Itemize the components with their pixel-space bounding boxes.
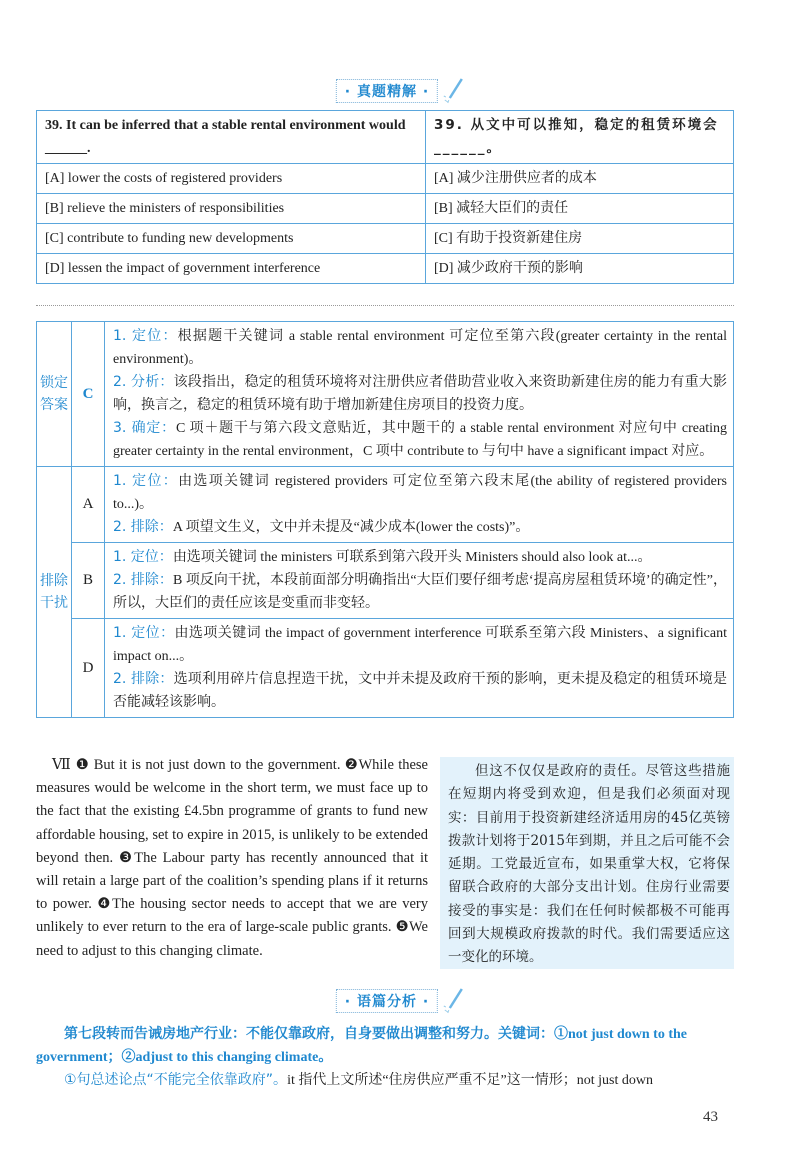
sentence-number: ❸: [118, 849, 135, 866]
distractor-row: [37, 619, 734, 718]
answer-label: 锁定答案: [37, 322, 72, 467]
heading-label: · 语篇分析 ·: [336, 989, 438, 1013]
discourse-point: ①句总述论点“不能完全依靠政府”。it 指代上文所述“住房供应严重不足”这一情形；not just down: [64, 1072, 653, 1088]
option-en: [A] lower the costs of registered providers: [37, 164, 426, 194]
analysis-table: [36, 321, 734, 718]
sentence: But it is not just down to the government.: [89, 757, 345, 773]
passage-paragraph: [36, 754, 428, 963]
answer-point: 3. 确定：C 项＋题干与第六段文意贴近，其中题干的 a stable rental environment 对应句中 creating greater certainty in the rental environment，C 项中 contribute to 与句中 have a significant impact 对应。: [113, 420, 727, 459]
answer-point: 1. 定位：根据题干关键词 a stable rental environment 可定位至第六段(greater certainty in the rental environment)。: [113, 328, 727, 367]
sentence-number: ❹: [97, 896, 113, 913]
distractor-point: 1. 定位：由选项关键词 the impact of government interference 可联系至第六段 Ministers、a significant impact on...。: [113, 625, 727, 664]
question-stem-en: 39. It can be inferred that a stable rental environment would ______.: [45, 118, 406, 156]
distractor-letter: D: [72, 619, 105, 718]
sentence-number: ❶: [75, 757, 90, 773]
pen-icon: [442, 988, 464, 1014]
sentence: The Labour party has recently announced that it will retain a large part of the coalition’s spending plans if it returns to power.: [36, 849, 429, 913]
sentence: The housing sector needs to accept that we are very unlikely to ever return to the era of large-scale public grants.: [36, 896, 429, 936]
answer-point: 2. 分析：该段指出，稳定的租赁环境将对注册供应者借助营业收入来资助新建住房的能力有重大影响，换言之，稳定的租赁环境有助于增加新建住房项目的投资力度。: [113, 374, 727, 413]
question-stem-zh: 39. 从文中可以推知，稳定的租赁环境会______。: [434, 117, 719, 156]
option-en: [D] lessen the impact of government interference: [37, 254, 426, 284]
section-heading-exam-analysis: [336, 78, 464, 104]
sentence: We need to adjust to this changing climate.: [36, 919, 428, 959]
pen-icon: [442, 78, 464, 104]
sentence: While these measures would be welcome in the short term, we must face up to the fact that the existing £4.5bn programme of grants to fund new affordable housing, set to expire in 2015, is unlikely to be extended beyond then.: [36, 757, 428, 866]
option-zh: [C] 有助于投资新建住房: [426, 224, 734, 254]
distractor-letter: B: [72, 543, 105, 619]
sentence-number: ❺: [395, 919, 410, 936]
distractor-point: 2. 排除：A 项望文生义，文中并未提及“减少成本(lower the costs)”。: [113, 519, 530, 535]
table-row: [37, 194, 734, 224]
distractor-row: [37, 467, 734, 543]
answer-row: [37, 322, 734, 467]
option-en: [B] relieve the ministers of responsibilities: [37, 194, 426, 224]
option-zh: [D] 减少政府干预的影响: [426, 254, 734, 284]
distractor-letter: A: [72, 467, 105, 543]
section-heading-discourse-analysis: [336, 988, 464, 1014]
table-row: [37, 111, 734, 164]
dotted-divider: [36, 305, 734, 306]
option-zh: [A] 减少注册供应者的成本: [426, 164, 734, 194]
discourse-summary: 第七段转而告诫房地产行业：不能仅靠政府，自身要做出调整和努力。关键词：①not just down to the government；②adjust to this changing climate。: [36, 1027, 688, 1065]
sentence-number: ❷: [344, 757, 359, 773]
distractor-point: 2. 排除：选项利用碎片信息捏造干扰，文中并未提及政府干预的影响，更未提及稳定的租赁环境是否能减轻该影响。: [113, 671, 727, 710]
answer-letter: C: [72, 322, 105, 467]
distractor-point: 1. 定位：由选项关键词 the ministers 可联系到第六段开头 Ministers should also look at...。: [113, 549, 652, 565]
distractor-label: 排除干扰: [37, 467, 72, 718]
table-row: [37, 224, 734, 254]
heading-label: · 真题精解 ·: [336, 79, 438, 103]
table-row: [37, 164, 734, 194]
passage-translation: 但这不仅仅是政府的责任。尽管这些措施在短期内将受到欢迎，但是我们必须面对现实：目前用于投资新建经济适用房的45亿英镑拨款计划将于2015年到期，并且之后可能不会延期。工党最近宣布，如果重掌大权，它将保留联合政府的大部分支出计划。住房行业需要接受的事实是：我们在任何时候都极不可能再回到大规模政府拨款的时代。我们需要适应这一变化的环境。: [440, 757, 734, 969]
page-number: 43: [703, 1109, 718, 1125]
distractor-point: 2. 排除：B 项反向干扰，本段前面部分明确指出“大臣们要仔细考虑‘提高房屋租赁环境’的确定性”，所以，大臣们的责任应该是变重而非变轻。: [113, 572, 727, 611]
option-en: [C] contribute to funding new developments: [37, 224, 426, 254]
distractor-row: [37, 543, 734, 619]
distractor-point: 1. 定位：由选项关键词 registered providers 可定位至第六段末尾(the ability of registered providers to...)。: [113, 473, 727, 512]
option-zh: [B] 减轻大臣们的责任: [426, 194, 734, 224]
question-table: [36, 110, 734, 284]
table-row: [37, 254, 734, 284]
paragraph-number: Ⅶ: [52, 757, 72, 773]
